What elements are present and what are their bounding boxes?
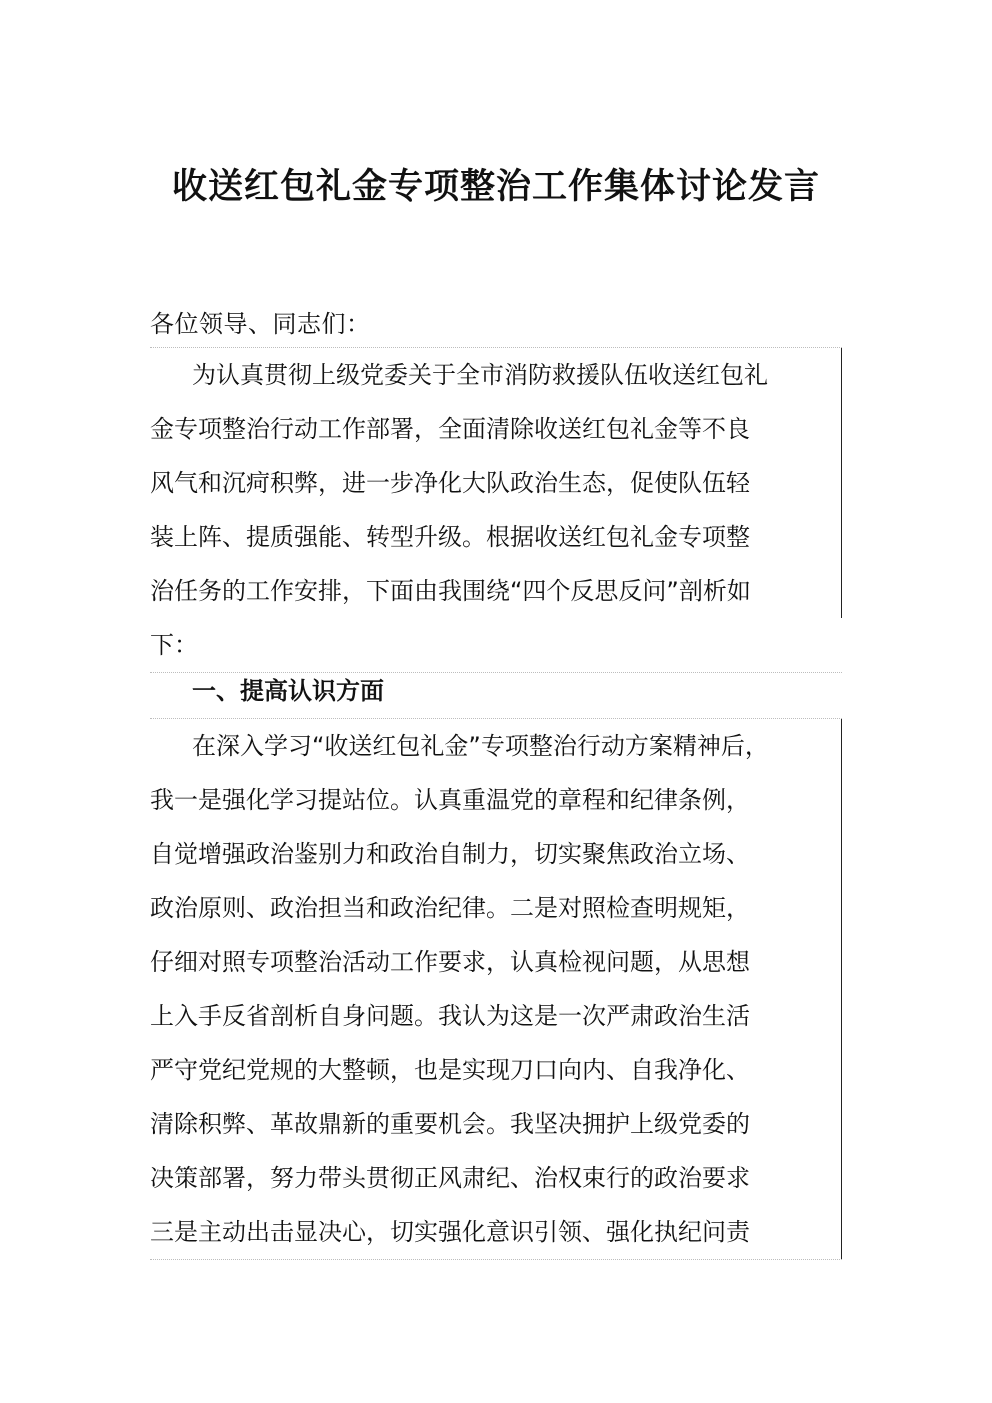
paragraph-line: 三是主动出击显决心，切实强化意识引领、强化执纪问责: [150, 1205, 842, 1259]
paragraph-line: 我一是强化学习提站位。认真重温党的章程和纪律条例，: [150, 773, 842, 827]
paragraph-line: 为认真贯彻上级党委关于全市消防救援队伍收送红包礼: [150, 348, 842, 402]
document-title: 收送红包礼金专项整治工作集体讨论发言: [171, 167, 820, 207]
paragraph-line: 治任务的工作安排，下面由我围绕“四个反思反问”剖析如: [150, 564, 842, 618]
paragraph-line: 上入手反省剖析自身问题。我认为这是一次严肃政治生活: [150, 989, 842, 1043]
salutation: 各位领导、同志们：: [150, 310, 371, 338]
paragraph-line: 政治原则、政治担当和政治纪律。二是对照检查明规矩，: [150, 881, 842, 935]
paragraph-line: 清除积弊、革故鼎新的重要机会。我坚决拥护上级党委的: [150, 1097, 842, 1151]
paragraph-line: 风气和沉疴积弊，进一步净化大队政治生态，促使队伍轻: [150, 456, 842, 510]
paragraph-line: 自觉增强政治鉴别力和政治自制力，切实聚焦政治立场、: [150, 827, 842, 881]
paragraph-line: 下：: [150, 631, 198, 659]
paragraph-line: 金专项整治行动工作部署，全面清除收送红包礼金等不良: [150, 402, 842, 456]
intro-paragraph: [150, 347, 842, 673]
paragraph-line: 仔细对照专项整治活动工作要求，认真检视问题，从思想: [150, 935, 842, 989]
paragraph-line: 严守党纪党规的大整顿，也是实现刀口向内、自我净化、: [150, 1043, 842, 1097]
section-heading: 一、提高认识方面: [192, 677, 384, 705]
section-heading-wrap: [150, 664, 842, 718]
paragraph-line: 在深入学习“收送红包礼金”专项整治行动方案精神后，: [150, 719, 842, 773]
section-paragraph: [150, 718, 842, 1260]
paragraph-line: 决策部署，努力带头贯彻正风肃纪、治权束行的政治要求: [150, 1151, 842, 1205]
paragraph-line: 装上阵、提质强能、转型升级。根据收送红包礼金专项整: [150, 510, 842, 564]
